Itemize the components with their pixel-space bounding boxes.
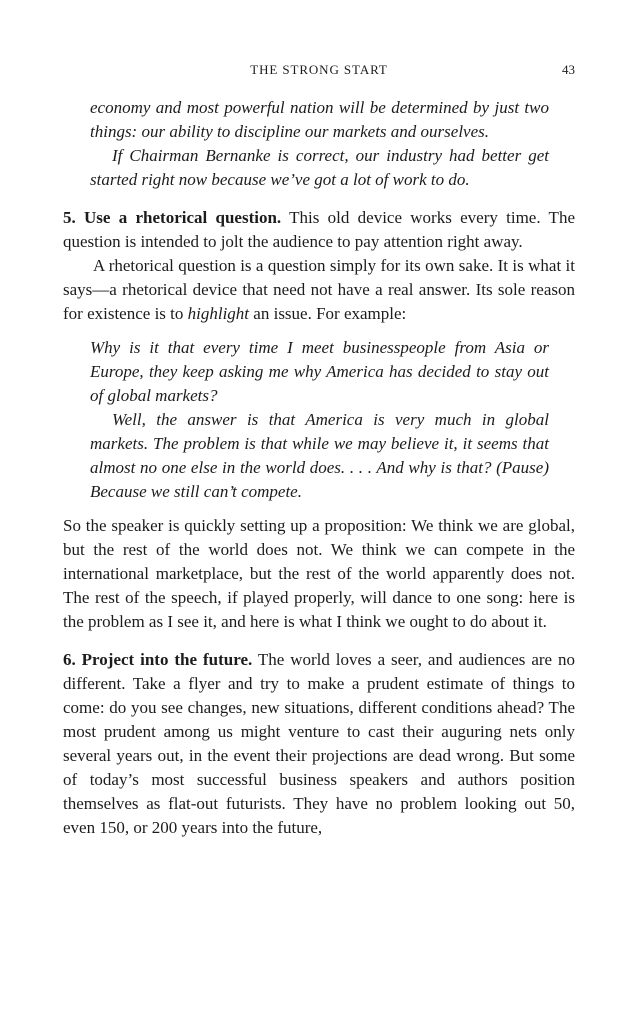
text-run: an issue. For example: [249, 304, 407, 323]
section-6-heading: 6. Project into the future. [63, 650, 253, 669]
after-quote-paragraph: So the speaker is quickly setting up a proposition: We think we are global, but the rest of the world does not. We think we can compete in the international marketplace, but the rest of the world apparently does not. The rest of the speech, if played properly, will dance to one song: here is the problem as I see it, and here is what I think we ought to do about it. [63, 516, 575, 631]
page-header [63, 62, 575, 80]
section-5-intro: This old device works every time. The question is intended to jolt the audience to pay attention right away. [63, 208, 575, 251]
quote-paragraph: Well, the answer is that America is very much in global markets. The problem is that while we may believe it, it seems that almost no one else in the world does. . . . And why is that? (Pause) Because we still can’t compete. [90, 410, 549, 501]
quote-paragraph: economy and most powerful nation will be determined by just two things: our ability to discipline our markets and ourselves. [90, 98, 549, 141]
block-quote-bernanke [90, 96, 549, 192]
quote-paragraph: If Chairman Bernanke is correct, our industry had better get started right now because we’ve got a lot of work to do. [90, 146, 549, 189]
text-run: A rhetorical question is a question simply for its own sake. It is what it says—a rhetorical device that need not have a real answer. Its sole reason for existence is to [63, 256, 575, 323]
section-5-heading: 5. Use a rhetorical question. [63, 208, 282, 227]
section-5-paragraph-2 [63, 254, 575, 326]
quote-paragraph: Why is it that every time I meet businesspeople from Asia or Europe, they keep asking me why America has decided to stay out of global markets? [90, 338, 549, 405]
page-number: 43 [562, 62, 575, 77]
running-head: THE STRONG START [250, 62, 388, 77]
emphasis-highlight: highlight [187, 304, 250, 323]
section-6-paragraph [63, 648, 575, 840]
page-body [63, 96, 575, 840]
section-5-paragraph [63, 206, 575, 254]
section-6-text: The world loves a seer, and audiences are no different. Take a flyer and try to make a prudent estimate of things to come: do you see changes, new situations, different conditions ahead? The most prudent among us might venture to cast their auguring nets only several years out, in the event their projections are dead wrong. But some of today’s most successful business speakers and authors position themselves as flat-out futurists. They have no problem looking out 50, even 150, or 200 years into the future, [63, 650, 575, 837]
block-quote-global-markets [90, 336, 549, 504]
